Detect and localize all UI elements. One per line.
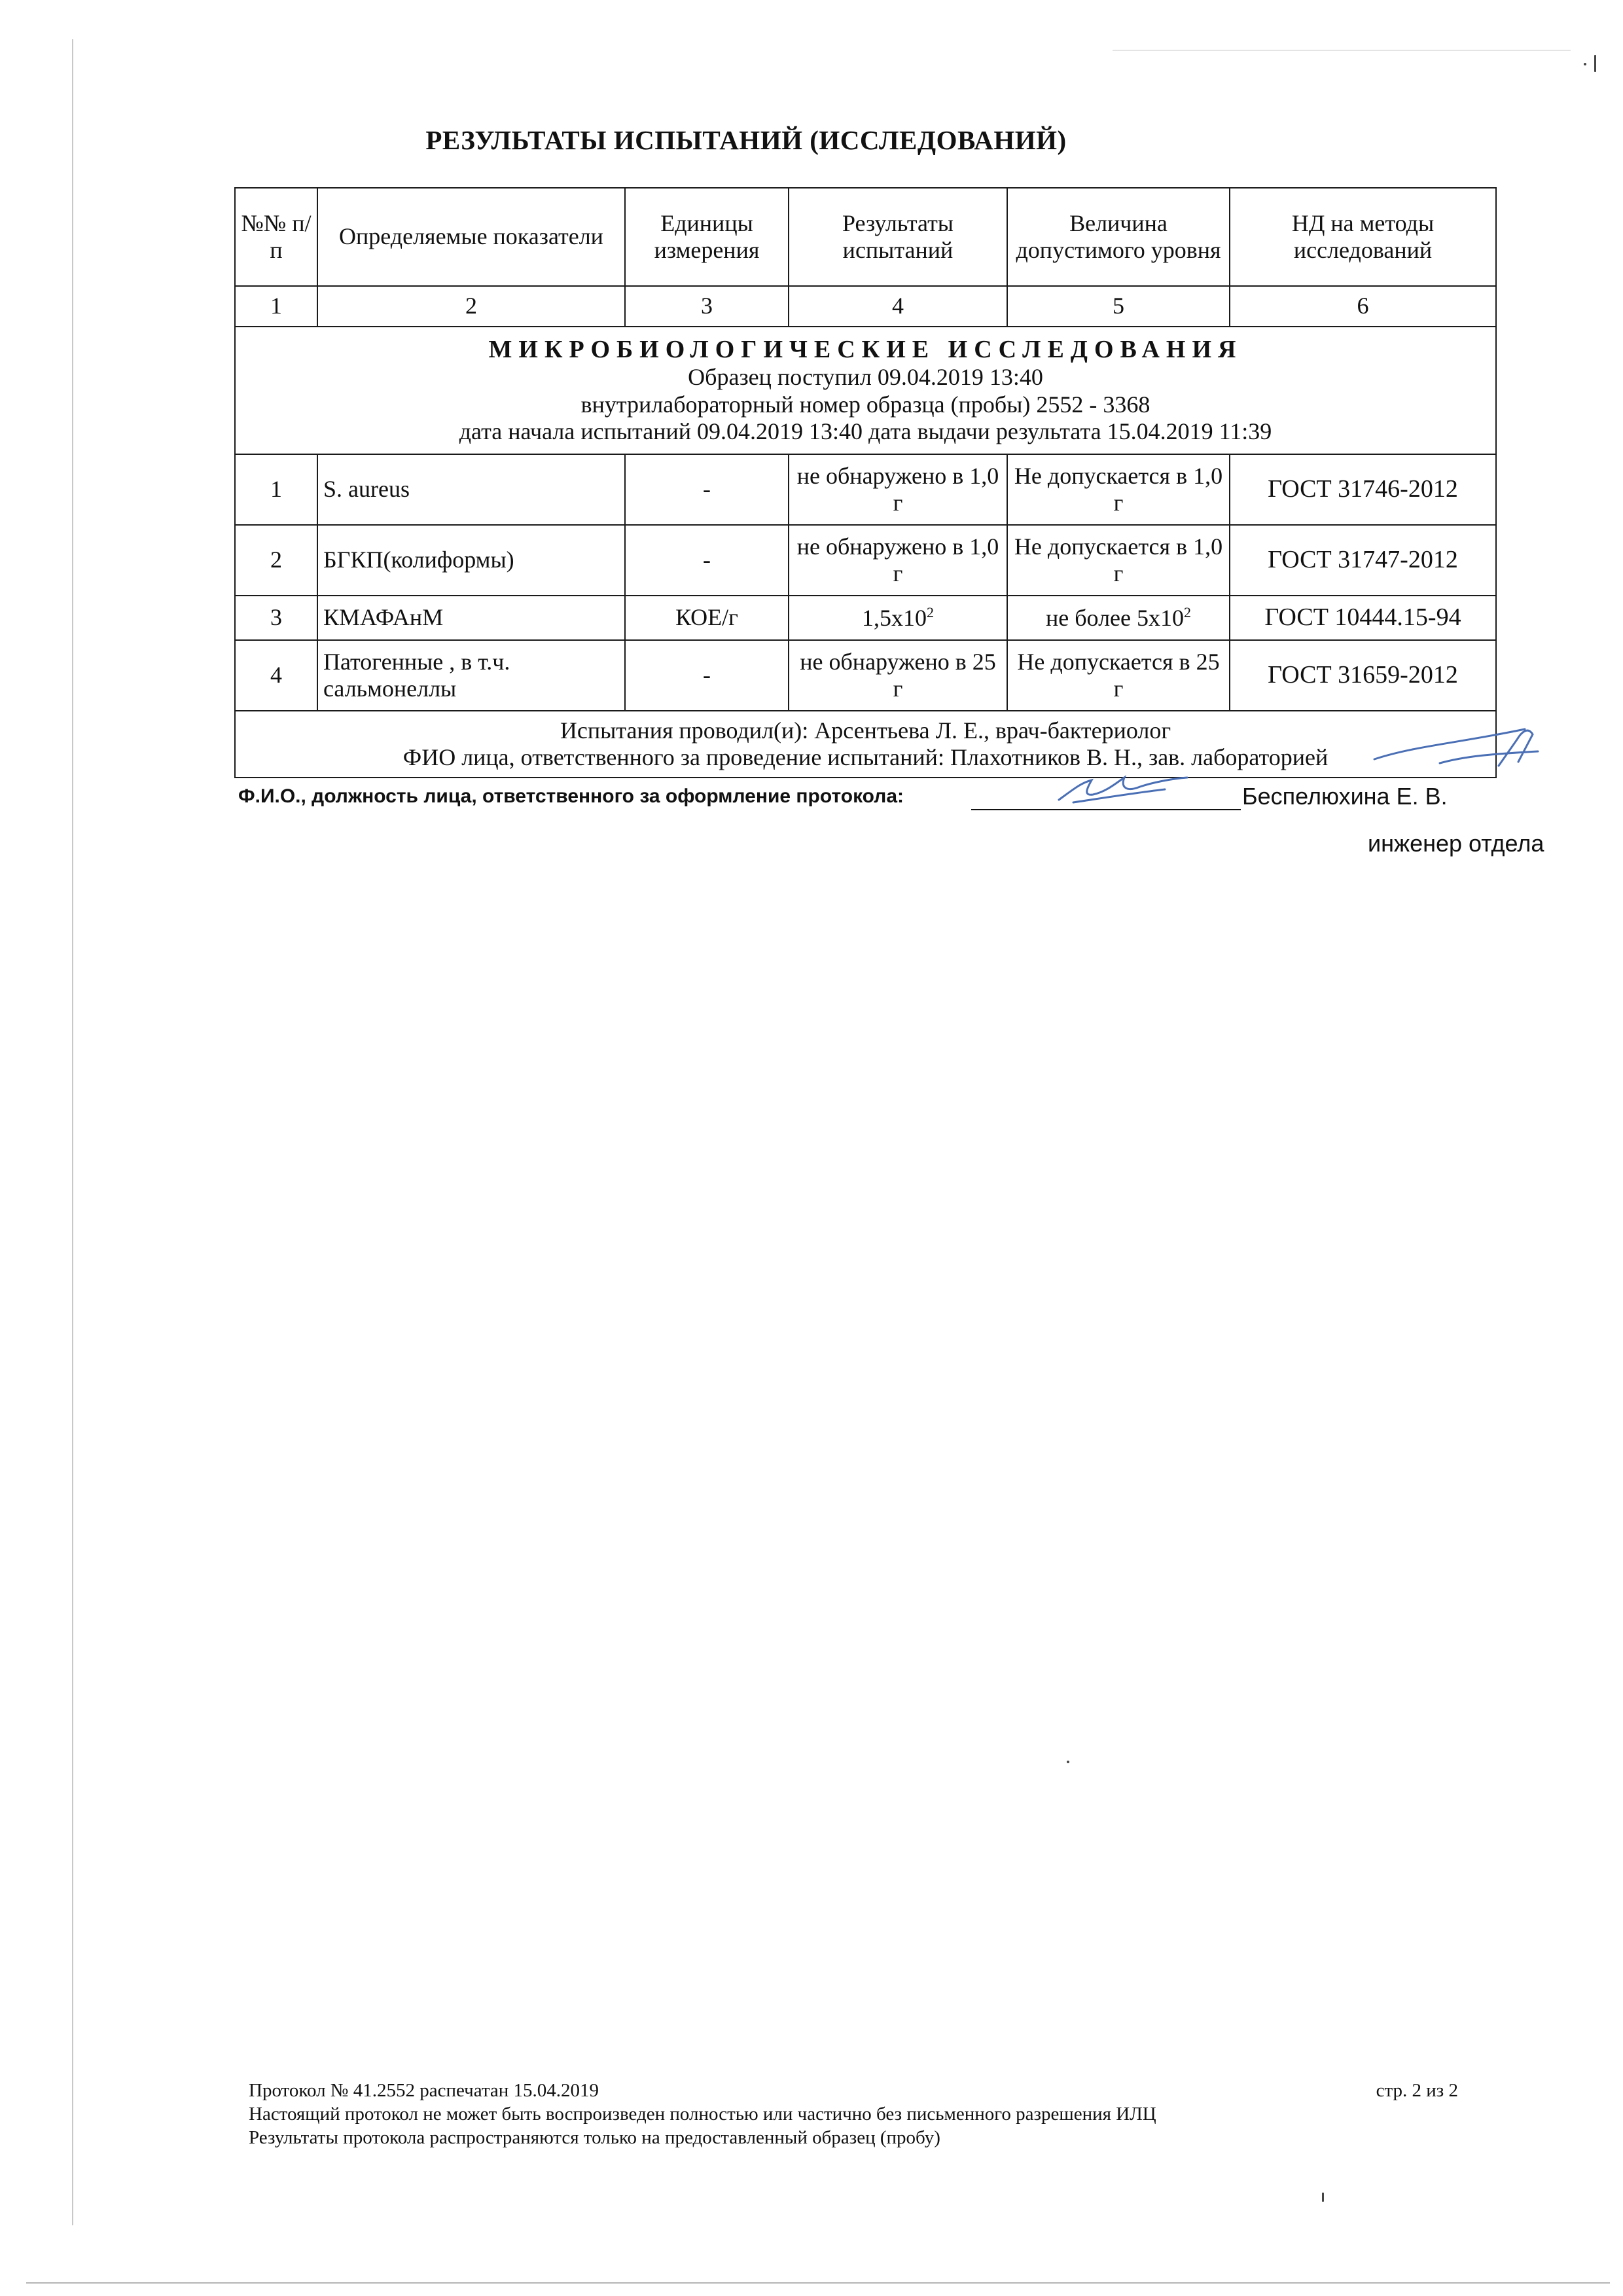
column-number: 2 (317, 286, 625, 327)
scan-speck (1584, 63, 1586, 65)
column-number: 1 (235, 286, 317, 327)
sample-received: Образец поступил 09.04.2019 13:40 (688, 364, 1043, 391)
table-footer-cell (235, 711, 1496, 778)
table-row (235, 525, 1496, 596)
result-base: 1,5x10 (862, 604, 927, 631)
table-row (235, 596, 1496, 640)
row-number: 1 (235, 454, 317, 525)
page-footer (249, 2079, 1466, 2149)
signoff-position: инженер отдела (1368, 830, 1544, 857)
result-cell: не обнаружено в 25 г (789, 640, 1007, 711)
signature-line (971, 809, 1241, 810)
column-header: Результаты испытаний (789, 188, 1007, 286)
unit-cell: - (625, 454, 789, 525)
column-header: Единицы измерения (625, 188, 789, 286)
limit-base: не более 5x10 (1045, 604, 1184, 631)
method-cell: ГОСТ 10444.15-94 (1230, 596, 1496, 640)
result-cell: не обнаружено в 1,0 г (789, 454, 1007, 525)
column-number: 6 (1230, 286, 1496, 327)
responsible-line: ФИО лица, ответственного за проведение испытаний: Плахотников В. Н., зав. лабораторией (402, 744, 1329, 770)
table-row (235, 640, 1496, 711)
section-cell (235, 327, 1496, 454)
section-title: МИКРОБИОЛОГИЧЕСКИЕ ИССЛЕДОВАНИЯ (488, 335, 1243, 363)
table-row (235, 454, 1496, 525)
limit-cell: Не допускается в 25 г (1007, 640, 1230, 711)
column-number: 5 (1007, 286, 1230, 327)
scope-notice: Результаты протокола распространяются только на предоставленный образец (пробу) (249, 2127, 940, 2148)
row-number: 3 (235, 596, 317, 640)
table-footer-row (235, 711, 1496, 778)
row-number: 4 (235, 640, 317, 711)
indicator-cell: S. aureus (317, 454, 625, 525)
column-header: НД на методы исследований (1230, 188, 1496, 286)
results-table (234, 187, 1497, 778)
indicator-cell: Патогенные , в т.ч. сальмонеллы (317, 640, 625, 711)
scan-edge-bottom (26, 2282, 1610, 2284)
column-number: 3 (625, 286, 789, 327)
column-number-row (235, 286, 1496, 327)
signoff-name: Беспелюхина Е. В. (1242, 783, 1448, 810)
method-cell: ГОСТ 31747-2012 (1230, 525, 1496, 596)
page-title: РЕЗУЛЬТАТЫ ИСПЫТАНИЙ (ИССЛЕДОВАНИЙ) (425, 125, 1067, 155)
protocol-signoff (238, 785, 1482, 808)
unit-cell: - (625, 525, 789, 596)
indicator-cell: БГКП(колиформы) (317, 525, 625, 596)
column-header: Определяемые показатели (317, 188, 625, 286)
column-header: №№ п/п (235, 188, 317, 286)
result-cell: не обнаружено в 1,0 г (789, 525, 1007, 596)
limit-cell: Не допускается в 1,0 г (1007, 454, 1230, 525)
scan-edge-top (1113, 50, 1571, 51)
scan-speck (1594, 55, 1596, 72)
unit-cell: КОЕ/г (625, 596, 789, 640)
signature-author (1054, 770, 1191, 809)
test-dates: дата начала испытаний 09.04.2019 13:40 дата выдачи результата 15.04.2019 11:39 (459, 418, 1272, 445)
scan-speck (1322, 2193, 1324, 2202)
page-number: стр. 2 из 2 (1376, 2080, 1458, 2101)
tester-line: Испытания проводил(и): Арсентьева Л. Е., врач-бактериолог (560, 717, 1171, 744)
method-cell: ГОСТ 31746-2012 (1230, 454, 1496, 525)
result-exponent: 2 (927, 603, 934, 620)
limit-exponent: 2 (1184, 603, 1191, 620)
section-row (235, 327, 1496, 454)
sample-number: внутрилабораторный номер образца (пробы) 2552 - 3368 (580, 391, 1150, 418)
method-cell: ГОСТ 31659-2012 (1230, 640, 1496, 711)
unit-cell: - (625, 640, 789, 711)
signoff-label: Ф.И.О., должность лица, ответственного за оформление протокола: (238, 785, 904, 807)
row-number: 2 (235, 525, 317, 596)
scan-edge-left (72, 39, 73, 2225)
signature-responsible (1361, 720, 1544, 772)
indicator-cell: КМАФАнМ (317, 596, 625, 640)
table-header-row (235, 188, 1496, 286)
limit-cell (1007, 596, 1230, 640)
limit-cell: Не допускается в 1,0 г (1007, 525, 1230, 596)
protocol-line: Протокол № 41.2552 распечатан 15.04.2019 (249, 2080, 599, 2101)
result-cell (789, 596, 1007, 640)
column-number: 4 (789, 286, 1007, 327)
reproduction-notice: Настоящий протокол не может быть воспроизведен полностью или частично без письменного разрешения ИЛЦ (249, 2104, 1156, 2125)
scan-speck (1067, 1761, 1069, 1763)
column-header: Величина допустимого уровня (1007, 188, 1230, 286)
